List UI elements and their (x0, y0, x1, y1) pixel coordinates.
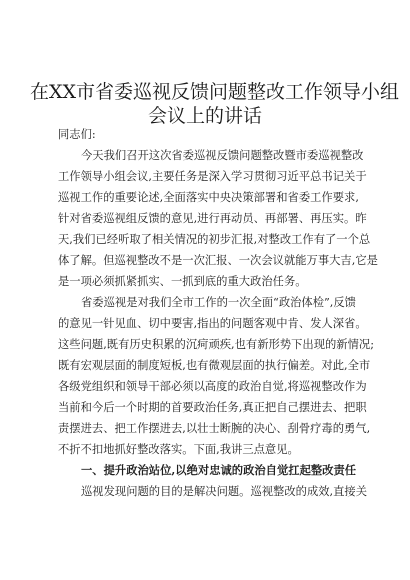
paragraph-line: 是一项必须抓紧抓实、一抓到底的重大政治任务。 (58, 275, 307, 288)
paragraph-line: 既有宏观层面的制度短板,也有微观层面的执行偏差。对此,全市 (58, 359, 371, 372)
paragraph-line: 工作领导小组会议,主要任务是深入学习贯彻习近平总书记关于 (58, 170, 367, 183)
paragraph-line: 巡视工作的重要论述,全面落实中央决策部署和省委工作要求, (58, 191, 359, 204)
paragraph-line: 各级党组织和领导干部必须以高度的政治自觉,将巡视整改作为 (58, 380, 367, 393)
title-line-2: 会议上的讲话 (147, 105, 262, 127)
section-heading: 一、提升政治站位,以绝对忠诚的政治自觉扛起整改责任 (81, 463, 357, 477)
paragraph-line: 当前和今后一个时期的首要政治任务,真正把自己摆进去、把职 (58, 401, 367, 414)
paragraph-line: 这些问题,既有历史积累的沉疴顽疾,也有新形势下出现的新情况; (58, 338, 375, 351)
paragraph-line: 体了解。但巡视整改不是一次汇报、一次会议就能万事大吉,它是 (58, 254, 378, 267)
paragraph-line: 省委巡视是对我们全市工作的一次全面“政治体检”,反馈 (81, 296, 356, 309)
section-paragraph-line: 巡视发现问题的目的是解决问题。巡视整改的成效,直接关 (81, 485, 368, 498)
salutation: 同志们: (58, 128, 96, 141)
paragraph-1 (58, 145, 378, 292)
paragraph-line: 责摆进去、把工作摆进去,以壮士断腕的决心、刮骨疗毒的勇气, (58, 422, 371, 435)
paragraph-line: 今天我们召开这次省委巡视反馈问题整改暨市委巡视整改 (81, 149, 364, 162)
document-title (30, 80, 400, 128)
title-line-1: 在XX市省委巡视反馈问题整改工作领导小组 (30, 81, 400, 103)
paragraph-line: 的意见一针见血、切中要害,指出的问题客观中肯、发人深省。 (58, 317, 367, 330)
paragraph-line: 不折不扣地抓好整改落实。下面,我讲三点意见。 (58, 443, 299, 456)
paragraph-2 (58, 292, 375, 460)
paragraph-line: 针对省委巡视组反馈的意见,进行再动员、再部署、再压实。昨 (58, 212, 367, 225)
paragraph-line: 天,我们已经听取了相关情况的初步汇报,对整改工作有了一个总 (58, 233, 371, 246)
document-body (58, 124, 378, 502)
